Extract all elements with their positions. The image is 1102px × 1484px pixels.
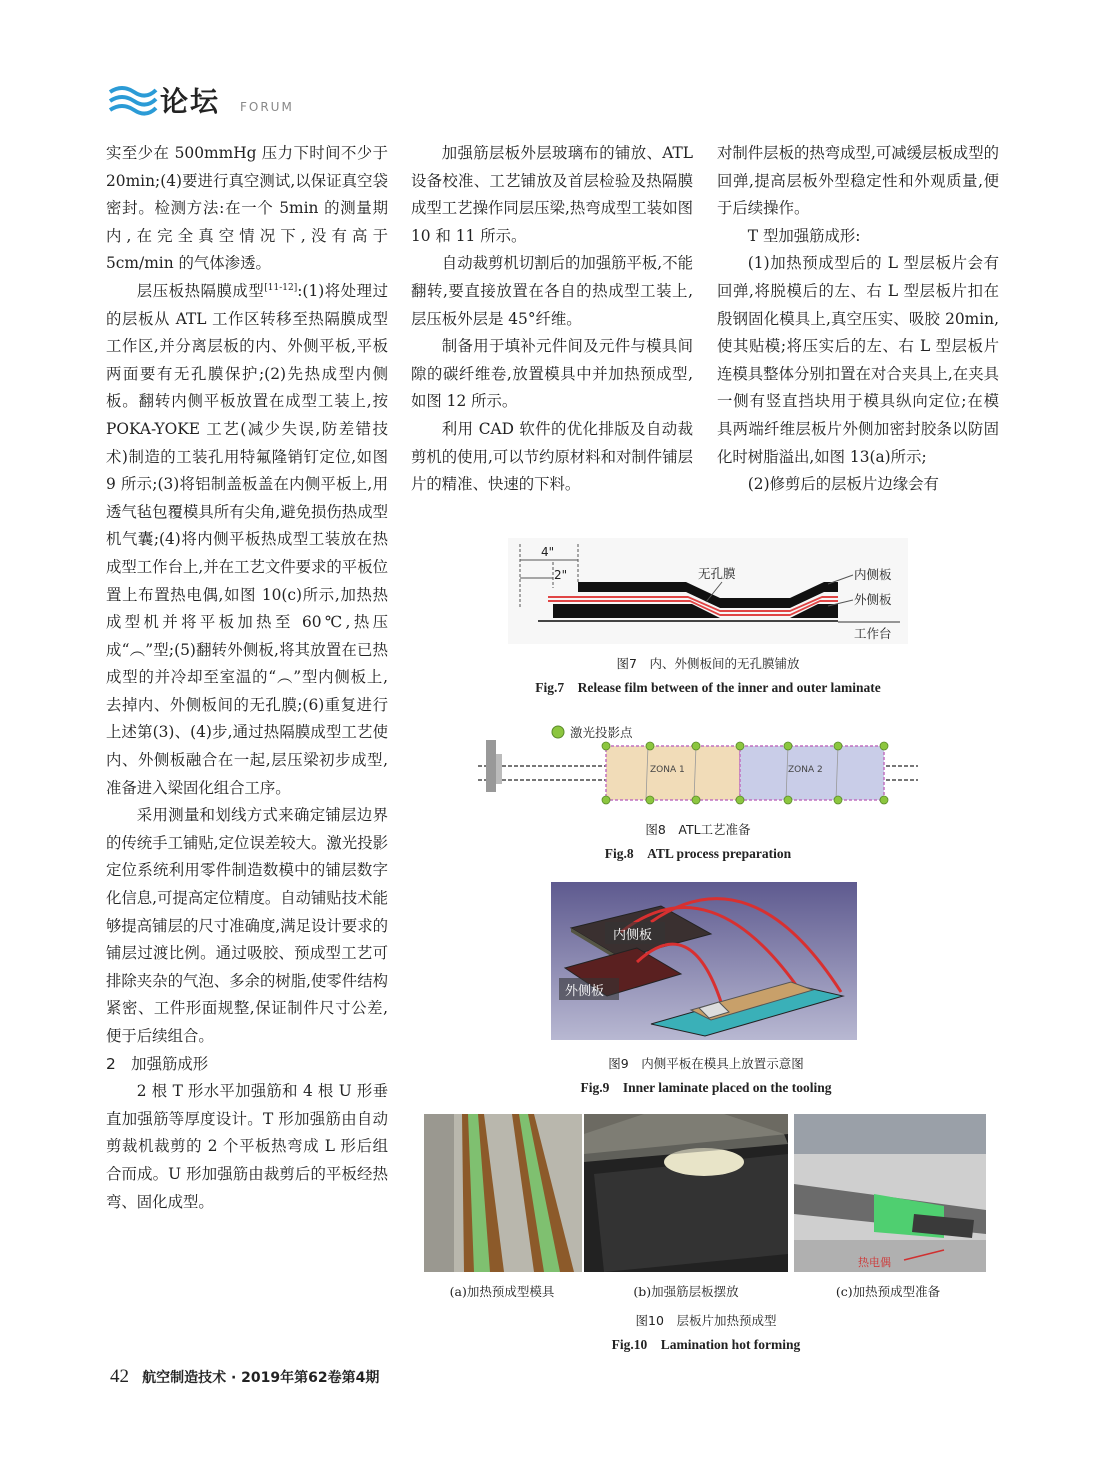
label-outer-laminate-group [559, 978, 619, 1000]
label-work-table: 工作台 [854, 626, 892, 641]
figure-9-caption-cn: 图9 内侧平板在模具上放置示意图 [608, 1056, 804, 1071]
label-outer-laminate: 外侧板 [565, 984, 605, 999]
paragraph: 对制件层板的热弯成型,可减缓层板成型的回弹,提高层板外型稳定性和外观质量,便于后续操作。 [717, 144, 999, 218]
text-column-1 [106, 140, 388, 1216]
label-thermocouple: 热电偶 [858, 1256, 891, 1269]
paragraph: 实至少在 500mmHg 压力下时间不少于 20min;(4)要进行真空测试,以保证真空袋密封。检测方法:在一个 5min 的测量期内,在完全真空情况下,没有高于 5cm/min 的气体渗透。 [106, 144, 388, 273]
figure-9-caption-en: Fig.9 Inner laminate placed on the tooling [580, 1080, 832, 1095]
page-number: 42 [110, 1366, 129, 1387]
page-header [108, 78, 1008, 124]
paragraph: 层压板热隔膜成型[11-12]:(1)将处理过的层板从 ATL 工作区转移至热隔膜成型工作区,并分离层板的内、外侧平板,平板两面要有无孔膜保护;(2)先热成型内侧板。翻转内侧平板放置在成型工装上,按 POKA-YOKE 工艺(减少失误,防差错技术)制造的工装孔用特氟隆销钉定位,如图 9 所示;(3)将铝制盖板盖在内侧平板上,用透气毡包覆模具所有尖角,避免损伤热成型机气囊;(4)将内侧平板热成型工装放在热成型工作台上,并在工艺文件要求的平板位置上布置热电偶,如图 10(c)所示,加热热成型机并将平板加热至 60℃,热压成“︵”型;(5)翻转外侧板,将其放置在已热成型的并冷却至室温的“︵”型内侧板上,去掉内、外侧板间的无孔膜;(6)重复进行上述第(3)、(4)步,通过热隔膜成型工艺使内、外侧板融合在一起,层压梁初步成型,准备进入梁固化组合工序。 [106, 281, 388, 797]
zone-1-label: ZONA 1 [650, 765, 685, 775]
figure-10-caption-cn: 图10 层板片加热预成型 [635, 1313, 777, 1328]
figure-10c-photo [794, 1114, 986, 1272]
section-heading: 2 加强筋成形 [106, 1054, 209, 1073]
figure-8-caption-en: Fig.8 ATL process preparation [604, 846, 792, 861]
figure-9-diagram [551, 882, 857, 1040]
figure-7-caption-cn: 图7 内、外侧板间的无孔膜铺放 [616, 656, 800, 671]
figure-8-caption-cn: 图8 ATL工艺准备 [645, 822, 751, 837]
label-inner-laminate: 内侧板 [854, 567, 892, 582]
paragraph: 利用 CAD 软件的优化排版及自动裁剪机的使用,可以节约原材料和对制件铺层片的精准、快速的下料。 [411, 419, 693, 494]
paragraph: (2)修剪后的层板片边缘会有 [747, 475, 939, 494]
journal-name: 航空制造技术 · 2019年第62卷第4期 [142, 1370, 380, 1386]
figure-10a-photo [424, 1114, 582, 1272]
figure-7-caption-en: Fig.7 Release film between of the inner and outer laminate [535, 680, 881, 695]
figure-10b-subcaption: (b)加强筋层板摆放 [633, 1284, 739, 1299]
reference: [11-12] [264, 282, 298, 293]
paragraph: 加强筋层板外层玻璃布的铺放、ATL 设备校准、工艺铺放及首层检验及热隔膜成型工艺操作同层压梁,热弯成型工装如图 10 和 11 所示。 [411, 144, 693, 245]
label-inner-laminate: 内侧板 [613, 928, 653, 943]
page-footer [110, 1366, 379, 1388]
figure-10c-subcaption: (c)加热预成型准备 [835, 1284, 941, 1299]
paragraph: 2 根 T 形水平加强筋和 4 根 U 形垂直加强筋等厚度设计。T 形加强筋由自动剪裁机裁剪的 2 个平板热弯成 L 形后组合而成。U 形加强筋由裁剪后的平板经热弯、固化成型。 [106, 1082, 388, 1211]
dimension-4in: 4" [541, 545, 555, 559]
paragraph: T 型加强筋成形: [747, 226, 861, 245]
paragraph: 制备用于填补元件间及元件与模具间隙的碳纤维卷,放置模具中并加热预成型,如图 12 所示。 [411, 337, 693, 411]
laser-point-icon [552, 726, 564, 738]
section-title: 论坛 [160, 85, 221, 118]
forum-logo-icon [108, 82, 158, 118]
label-inner-laminate-group [605, 922, 665, 944]
label-release-film: 无孔膜 [698, 566, 736, 581]
paragraph: (1)加热预成型后的 L 型层板片会有回弹,将脱模后的左、右 L 型层板片扣在殷钢固化模具上,真空压实、吸胶 20min,使其贴模;将压实后的左、右 L 型层板片连模具整体分别扣置在对合夹具上,在夹具一侧有竖直挡块用于模具纵向定位;在模具两端纤维层板片外侧加密封胶条以防固化时树脂溢出,如图 13(a)所示; [717, 254, 999, 466]
label-outer-laminate: 外侧板 [854, 592, 892, 607]
text-column-3 [717, 140, 999, 499]
section-title-en: FORUM [240, 100, 294, 114]
text-column-2 [411, 140, 693, 499]
paragraph: 采用测量和划线方式来确定铺层边界的传统手工铺贴,定位误差较大。激光投影定位系统利用零件制造数模中的铺层数字化信息,可提高定位精度。自动铺贴技术能够提高铺层的尺寸准确度,满足设计要求的铺层过渡比例。通过吸胶、预成型工艺可排除夹杂的气泡、多余的树脂,使零件结构紧密、工件形面规整,保证制件尺寸公差,便于后续组合。 [106, 806, 388, 1045]
legend-laser-point: 激光投影点 [570, 725, 633, 740]
figure-7-diagram [508, 538, 908, 644]
figure-10b-photo [584, 1114, 788, 1272]
figure-10-caption-en: Fig.10 Lamination hot forming [611, 1337, 801, 1352]
dimension-2in: 2" [554, 568, 568, 582]
figure-8-diagram [478, 718, 918, 808]
figure-10a-subcaption: (a)加热预成型模具 [449, 1284, 555, 1299]
zone-2-label: ZONA 2 [788, 765, 823, 775]
paragraph: 自动裁剪机切割后的加强筋平板,不能翻转,要直接放置在各自的热成型工装上,层压板外层是 45°纤维。 [411, 254, 693, 328]
